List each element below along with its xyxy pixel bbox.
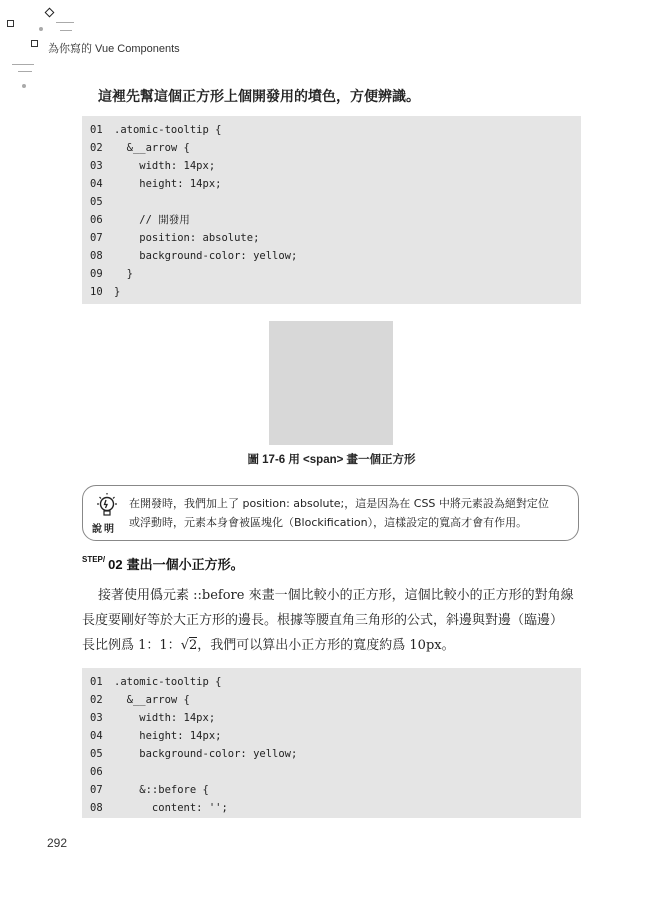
code-line xyxy=(82,799,581,817)
code-line xyxy=(82,139,581,157)
line-number: 01 xyxy=(90,124,103,136)
line-code: width: 14px; xyxy=(114,712,216,724)
note-box xyxy=(82,485,579,541)
note-text-line: 或浮動時，元素本身會被區塊化（Blockification），這樣設定的寬高才會有作用。 xyxy=(129,516,528,529)
code-line xyxy=(82,193,581,211)
line-code: } xyxy=(114,268,133,280)
line-code: content: ''; xyxy=(114,802,228,814)
code-block xyxy=(82,668,581,818)
code-line xyxy=(82,673,581,691)
line-code: width: 14px; xyxy=(114,160,216,172)
line-code: &__arrow { xyxy=(114,694,190,706)
code-line xyxy=(82,763,581,781)
line-code: position: absolute; xyxy=(114,232,260,244)
code-line xyxy=(82,283,581,301)
line-code: background-color: yellow; xyxy=(114,250,298,262)
line-code: .atomic-tooltip { xyxy=(114,124,222,136)
step-title: 畫出一個小正方形。 xyxy=(126,557,244,572)
line-number: 08 xyxy=(90,802,103,814)
line-number: 09 xyxy=(90,268,103,280)
paragraph-line: 長度要剛好等於大正方形的邊長。根據等腰直角三角形的公式，斜邊與對邊（臨邊） xyxy=(82,613,564,628)
line-number: 03 xyxy=(90,712,103,724)
line-number: 05 xyxy=(90,196,103,208)
decor-dash xyxy=(18,71,32,72)
figure-square xyxy=(269,321,393,445)
code-line xyxy=(82,265,581,283)
line-number: 10 xyxy=(90,286,103,298)
step-word: STEP/ xyxy=(82,555,106,564)
paragraph-line xyxy=(82,634,582,653)
code-line xyxy=(82,691,581,709)
decor-dash xyxy=(56,22,74,23)
line-number: 07 xyxy=(90,232,103,244)
line-number: 02 xyxy=(90,142,103,154)
code-line xyxy=(82,175,581,193)
line-code: background-color: yellow; xyxy=(114,748,298,760)
line-number: 02 xyxy=(90,694,103,706)
line-code: &::before { xyxy=(114,784,209,796)
decor-dot xyxy=(22,84,26,88)
note-text-line: 在開發時，我們加上了 position: absolute;，這是因為在 CSS 中將元素設為絕對定位 xyxy=(129,497,549,510)
line-number: 05 xyxy=(90,748,103,760)
sqrt-value: 2 xyxy=(188,638,198,653)
code-line xyxy=(82,229,581,247)
decor-dot xyxy=(39,27,43,31)
line-code: height: 14px; xyxy=(114,178,222,190)
code-block xyxy=(82,116,581,304)
line-code: &__arrow { xyxy=(114,142,190,154)
line-code: height: 14px; xyxy=(114,730,222,742)
ratio-suffix: ，我們可以算出小正方形的寬度約爲 10px。 xyxy=(197,638,455,653)
line-code: // 開發用 xyxy=(114,214,190,226)
note-label: 說明 xyxy=(92,524,116,535)
step-heading xyxy=(82,554,244,572)
step-number: 02 xyxy=(108,557,123,572)
code-line xyxy=(82,709,581,727)
decor-diamond xyxy=(45,8,55,18)
decor-dash xyxy=(60,30,72,31)
code-line xyxy=(82,157,581,175)
line-number: 08 xyxy=(90,250,103,262)
line-number: 06 xyxy=(90,214,103,226)
lightbulb-icon xyxy=(93,492,121,520)
decor-dash xyxy=(12,64,34,65)
line-number: 04 xyxy=(90,730,103,742)
line-number: 03 xyxy=(90,160,103,172)
code-line xyxy=(82,745,581,763)
figure-caption: 圖 17-6 用 <span> 畫一個正方形 xyxy=(247,454,416,466)
decor-square xyxy=(31,40,38,47)
code-line xyxy=(82,211,581,229)
paragraph-line: 接著使用僞元素 ::before 來畫一個比較小的正方形，這個比較小的正方形的對角線 xyxy=(98,588,574,603)
code-line xyxy=(82,781,581,799)
code-line xyxy=(82,247,581,265)
line-number: 06 xyxy=(90,766,103,778)
decor-square xyxy=(7,20,14,27)
running-header: 為你寫的 Vue Components xyxy=(48,43,180,55)
line-number: 07 xyxy=(90,784,103,796)
intro-text: 這裡先幫這個正方形上個開發用的墳色，方便辨識。 xyxy=(98,89,420,105)
line-code: .atomic-tooltip { xyxy=(114,676,222,688)
line-code: } xyxy=(114,286,121,298)
line-number: 01 xyxy=(90,676,103,688)
line-number: 04 xyxy=(90,178,103,190)
code-line xyxy=(82,121,581,139)
code-line xyxy=(82,727,581,745)
ratio-prefix: 長比例爲 1：1： xyxy=(82,638,181,653)
sqrt-sign: √ xyxy=(180,638,189,653)
page-number: 292 xyxy=(47,836,68,850)
